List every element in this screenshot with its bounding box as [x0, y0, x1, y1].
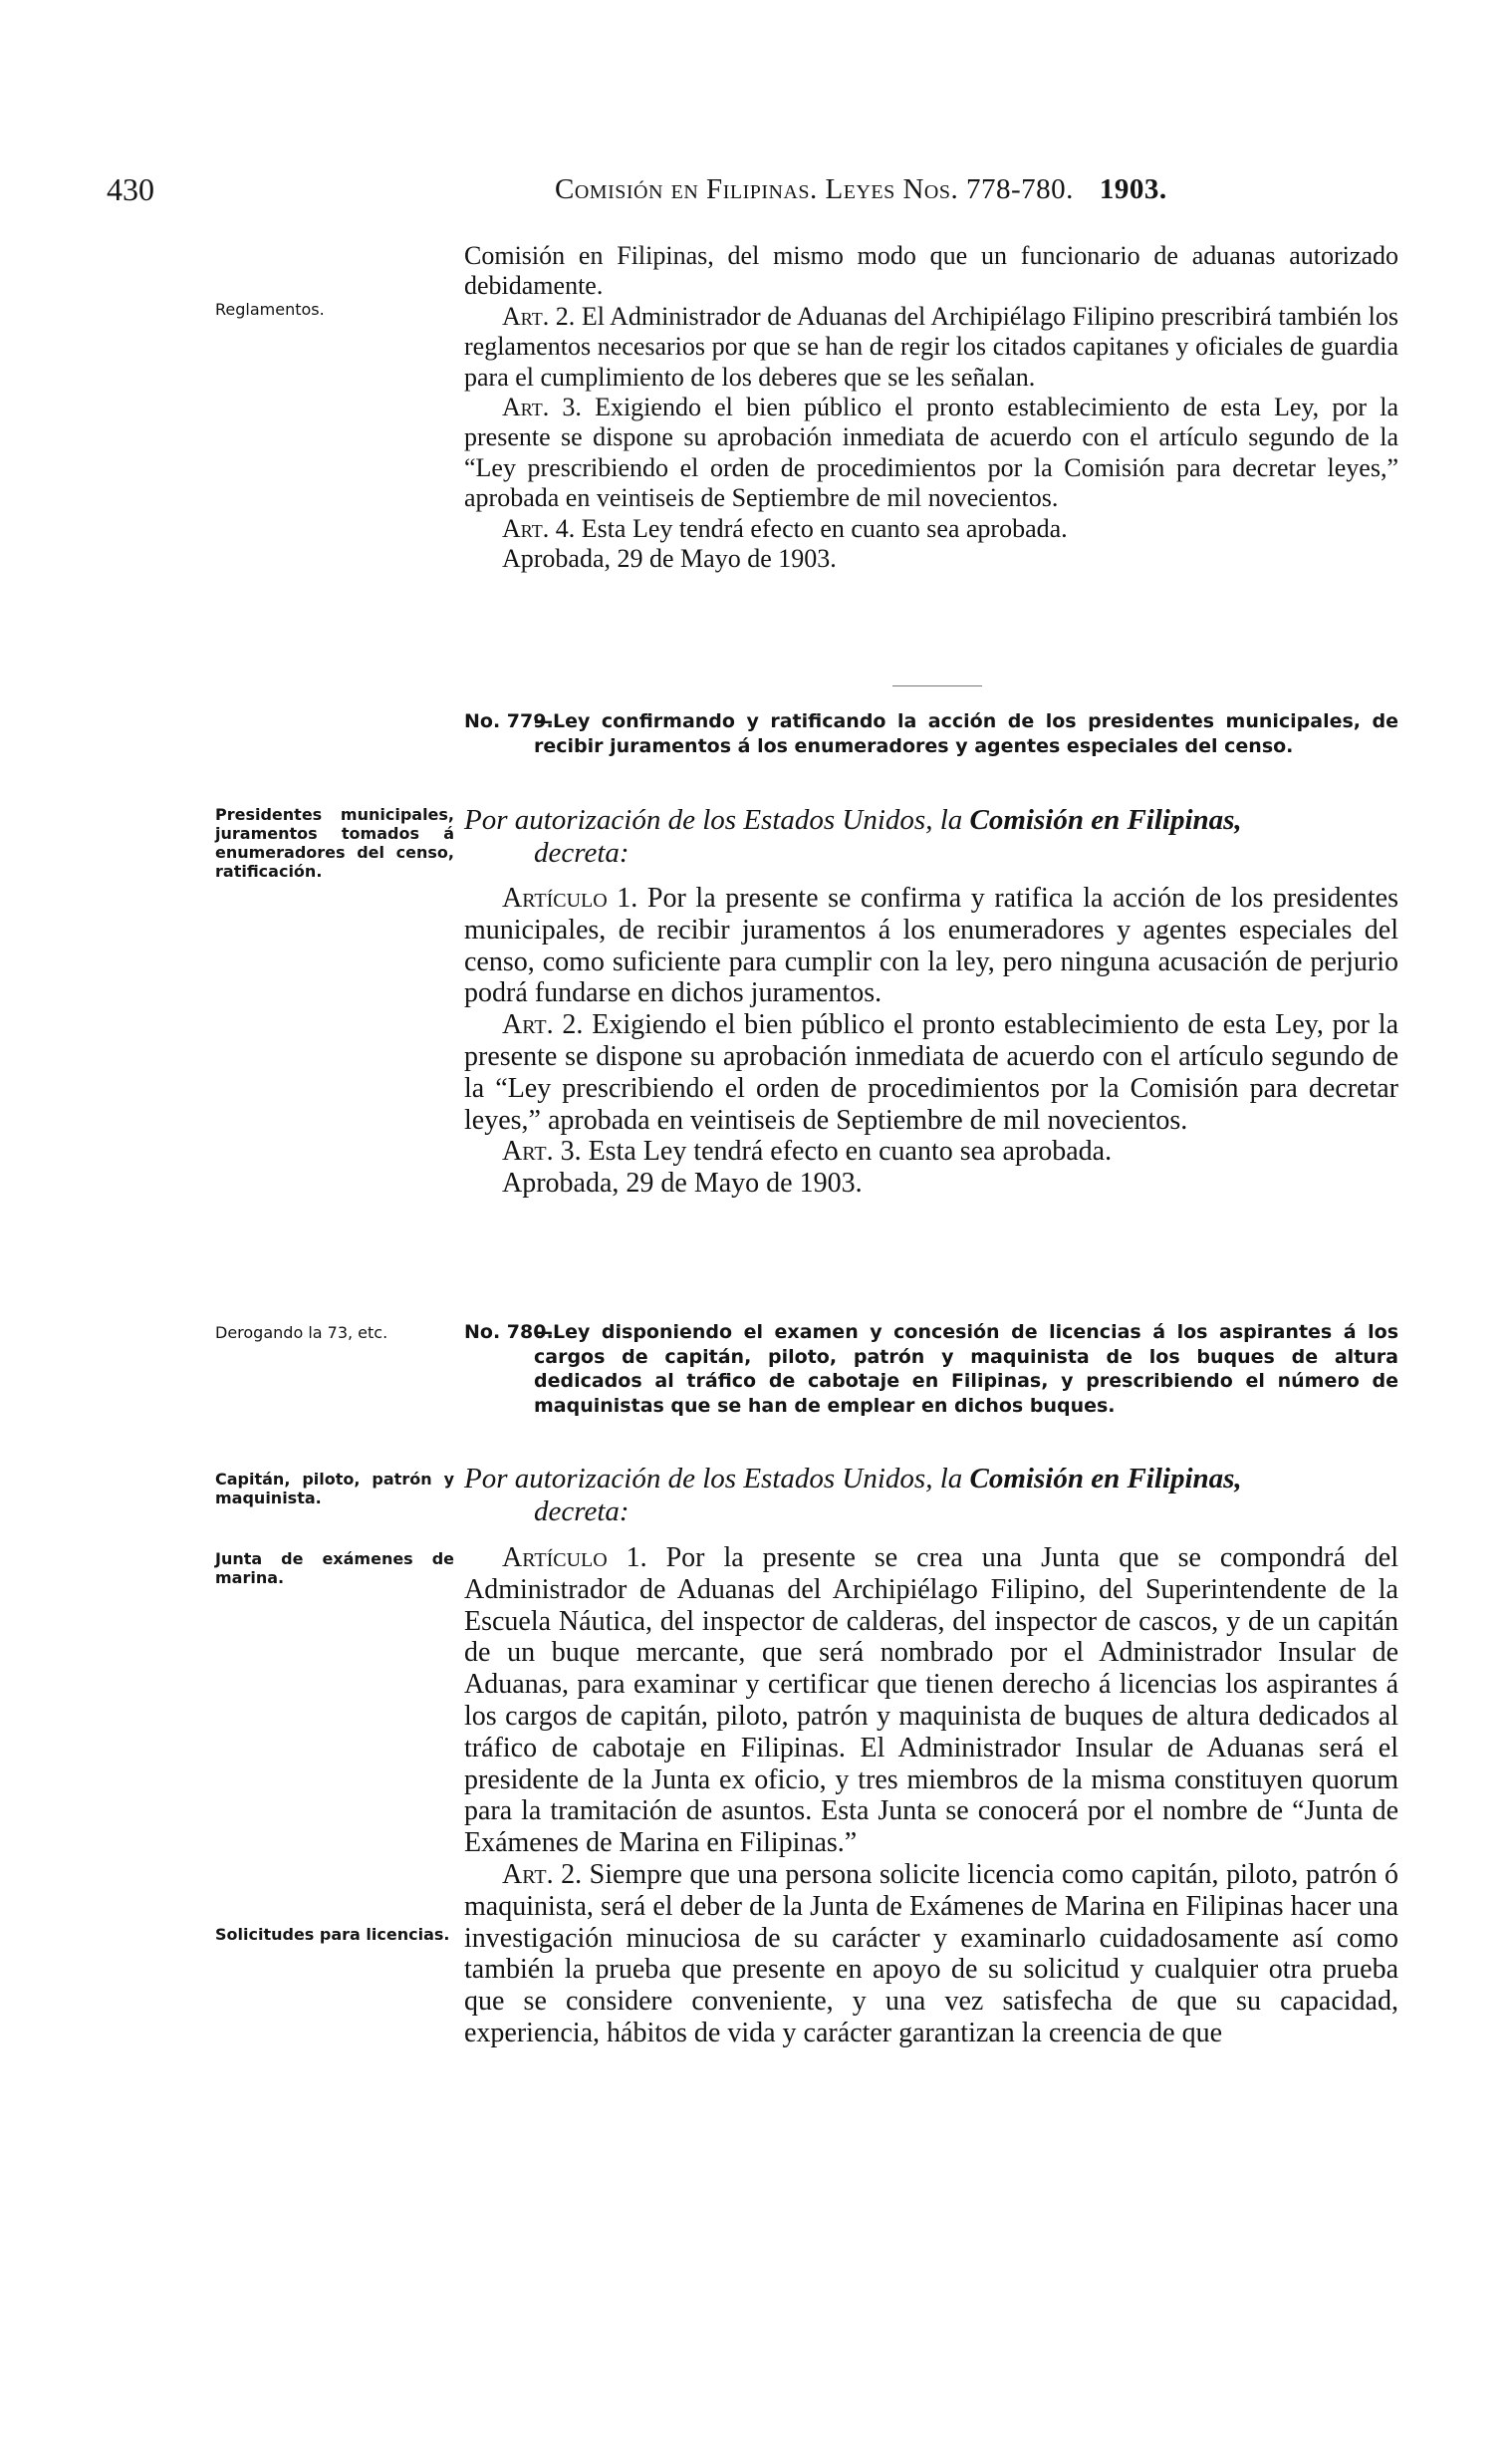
law-778-article-4-text: Esta Ley tendrá efecto en cuanto sea aprobada.	[575, 513, 1068, 543]
law-780-article-1	[464, 1542, 1398, 1859]
law-779-article-1-label: Artículo 1.	[502, 883, 638, 914]
law-780-enact-lead: Por autorización de los Estados Unidos, la	[464, 1463, 970, 1494]
law-780-enact-commission: Comisión en Filipinas,	[969, 1463, 1242, 1494]
law-779-article-2-label: Art. 2.	[502, 1009, 584, 1041]
law-779-approved: Aprobada, 29 de Mayo de 1903.	[502, 1168, 863, 1200]
law-779-article-2-text: Exigiendo el bien público el pronto establecimiento de esta Ley, por la presente se dispone su aprobación inmediata de acuerdo con el artículo segundo de la “Ley prescribiendo el orden de procedimientos por la Comisión para decretar leyes,” aprobada en veintiseis de Septiembre de mil novecientos.	[464, 1009, 1399, 1136]
running-head-year: 1903.	[1099, 173, 1167, 205]
page-header	[0, 171, 1512, 215]
law-780-article-1-label: Artículo 1.	[502, 1542, 647, 1573]
law-778-article-3-text: Exigiendo el bien público el pronto establecimiento de esta Ley, por la presente se dispone su aprobación inmediata de acuerdo con el artículo segundo de la “Ley prescribiendo el orden de procedimientos por la Comisión para decretar leyes,” aprobada en veintiseis de Septiembre de mil novecientos.	[464, 393, 1398, 513]
law-778-continuation-text: Comisión en Filipinas, del mismo modo que un funcionario de aduanas autorizado debidamente.	[464, 241, 1398, 301]
law-779-heading	[464, 709, 1398, 758]
margin-note-junta: Junta de exámenes de marina.	[215, 1549, 454, 1587]
law-778-article-3-label: Art. 3.	[502, 393, 582, 422]
law-780-enacting-clause	[464, 1463, 1398, 1528]
law-780-article-2	[464, 1859, 1398, 2049]
margin-note-solicitudes: Solicitudes para licencias.	[215, 1925, 450, 1944]
law-780-body	[464, 1542, 1398, 2049]
running-head	[555, 173, 1167, 206]
law-780-number: No. 780.	[464, 1321, 554, 1343]
section-divider	[892, 685, 982, 686]
law-779-title: —Ley confirmando y ratificando la acción de los presidentes municipales, de recibir juramentos á los enumeradores y agentes especiales del censo.	[534, 710, 1398, 757]
law-779-article-1	[464, 883, 1398, 1009]
margin-note-capitan: Capitán, piloto, patrón y maquinista.	[215, 1470, 454, 1507]
law-779-article-2	[464, 1009, 1398, 1136]
margin-note-derogando: Derogando la 73, etc.	[215, 1323, 388, 1342]
law-780-enact-decreta: decreta:	[534, 1495, 630, 1527]
law-779-enact-lead: Por autorización de los Estados Unidos, la	[464, 804, 970, 836]
law-778-continuation	[464, 241, 1398, 574]
law-779-article-3	[464, 1136, 1398, 1168]
law-778-article-2-label: Art. 2.	[502, 301, 576, 331]
law-780-article-2-text: Siempre que una persona solicite licencia como capitán, piloto, patrón ó maquinista, será el deber de la Junta de Exámenes de Marina en Filipinas hacer una investigación minuciosa de su carácter y examinarlo cuidadosamente así como también la prueba que presente en apoyo de su solicitud y cualquier otra prueba que se considere conveniente, y una vez satisfecha de que su capacidad, experiencia, hábitos de vida y carácter garantizan la creencia de que	[464, 1858, 1399, 2048]
law-779-enacting-clause	[464, 804, 1398, 870]
law-778-article-4-label: Art. 4.	[502, 513, 576, 543]
law-779-article-3-text: Esta Ley tendrá efecto en cuanto sea aprobada.	[581, 1136, 1113, 1168]
law-780-heading	[464, 1320, 1398, 1418]
law-778-article-4	[464, 514, 1398, 544]
law-779-article-3-label: Art. 3.	[502, 1136, 582, 1168]
margin-note-reglamentos: Reglamentos.	[215, 300, 325, 319]
law-779-number: No. 779.	[464, 710, 554, 732]
page-number: 430	[107, 171, 154, 207]
law-779-article-1-text: Por la presente se confirma y ratifica la acción de los presidentes municipales, de recibir juramentos á los enumeradores y agentes especiales del censo, como suficiente para cumplir con la ley, pero ninguna acusación de perjurio podrá fundarse en dichos juramentos.	[464, 883, 1398, 1009]
law-779-body	[464, 883, 1398, 1200]
margin-note-presidentes: Presidentes municipales, juramentos tomados á enumeradores del censo, ratificación.	[215, 805, 454, 881]
running-head-title: Comisión en Filipinas. Leyes Nos. 778-780.	[555, 173, 1074, 205]
law-780-article-1-text: Por la presente se crea una Junta que se compondrá del Administrador de Aduanas del Archipiélago Filipino, del Superintendente de la Escuela Náutica, del inspector de calderas, del inspector de cascos, y de un capitán de un buque mercante, que será nombrado por el Administrador Insular de Aduanas, para examinar y certificar que tienen derecho á licencias los aspirantes á los cargos de capitán, piloto, patrón y maquinista de buques de altura dedicados al tráfico de cabotaje en Filipinas. El Administrador Insular de Aduanas será el presidente de la Junta ex oficio, y tres miembros de la misma constituyen quorum para la tramitación de asuntos. Esta Junta se conocerá por el nombre de “Junta de Exámenes de Marina en Filipinas.”	[464, 1542, 1398, 1859]
law-778-article-3	[464, 393, 1398, 514]
law-780-article-2-label: Art. 2.	[502, 1858, 583, 1890]
law-778-article-2-text: El Administrador de Aduanas del Archipiélago Filipino prescribirá también los reglamentos necesarios por que se han de regir los citados capitanes y oficiales de guardia para el cumplimiento de los deberes que se les señalan.	[464, 301, 1398, 392]
law-779-enact-decreta: decreta:	[534, 837, 630, 869]
law-778-article-2	[464, 302, 1398, 393]
law-780-title: —Ley disponiendo el examen y concesión de licencias á los aspirantes á los cargos de capitán, piloto, patrón y maquinista de los buques de altura dedicados al tráfico de cabotaje en Filipinas, y prescribiendo el número de maquinistas que se han de emplear en dichos buques.	[534, 1321, 1398, 1417]
law-779-enact-commission: Comisión en Filipinas,	[969, 804, 1242, 836]
law-778-approved: Aprobada, 29 de Mayo de 1903.	[502, 544, 837, 574]
